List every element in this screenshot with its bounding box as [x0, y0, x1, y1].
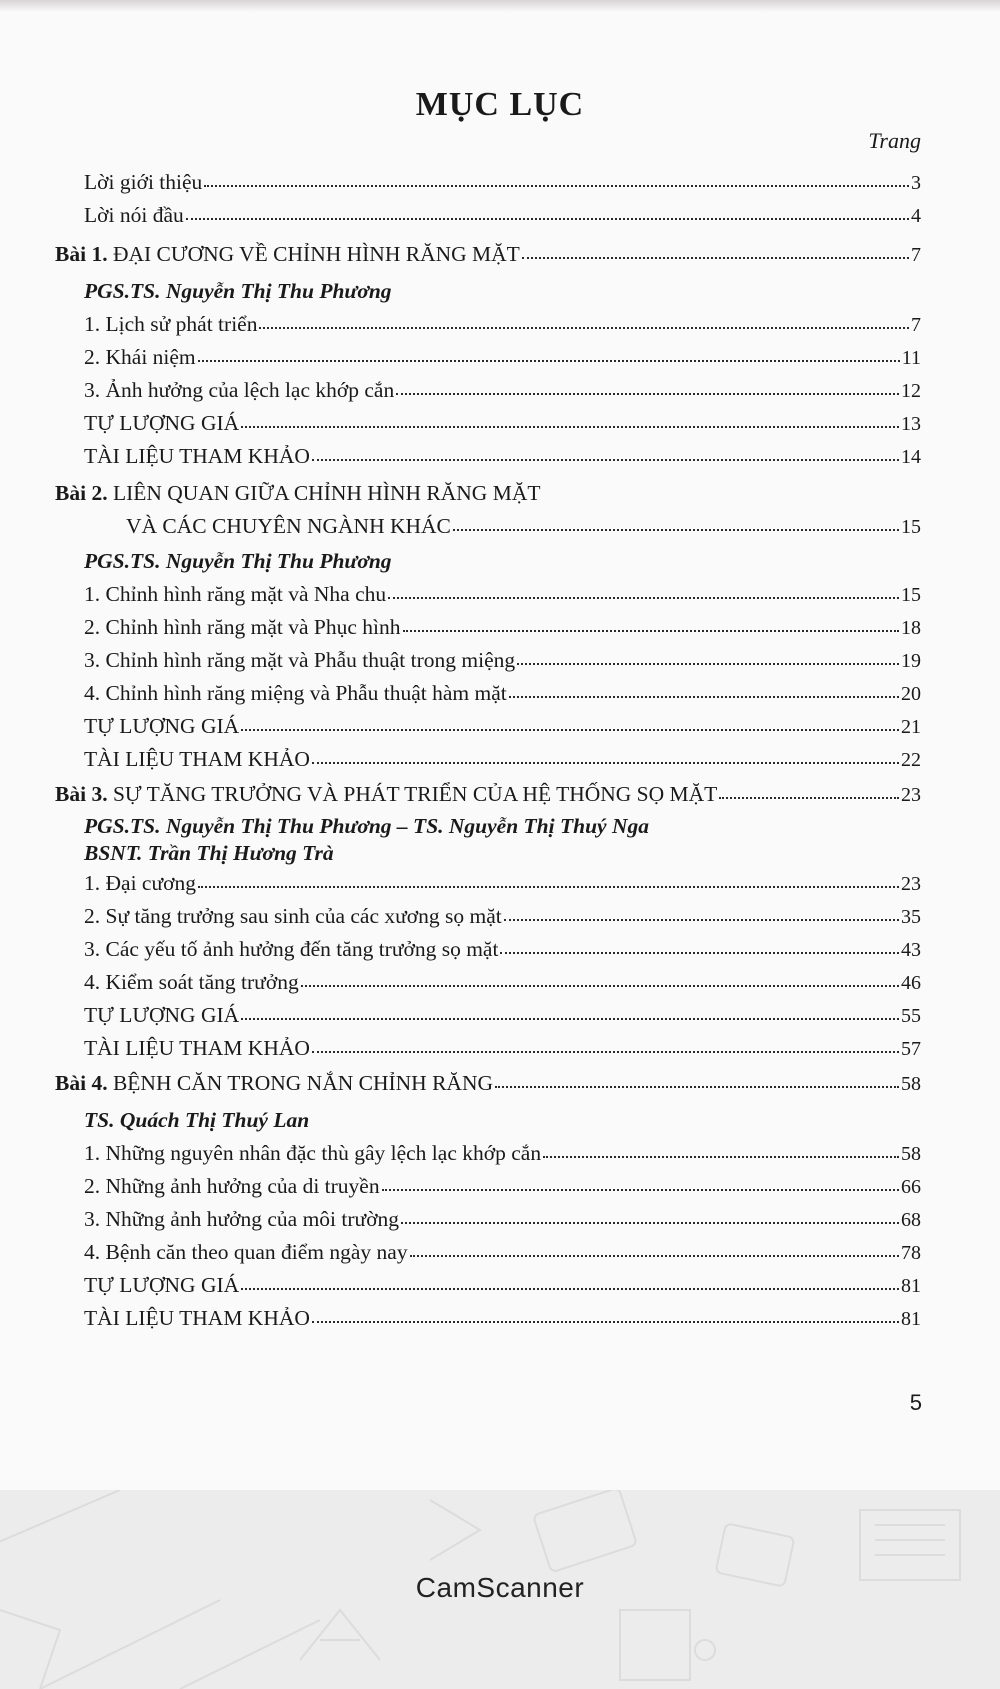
toc-entry — [55, 933, 921, 966]
dot-leader — [312, 762, 899, 764]
table-of-contents — [55, 166, 921, 1335]
dot-leader — [509, 696, 899, 698]
toc-entry-page: 20 — [901, 683, 921, 705]
page-top-edge — [0, 0, 1000, 12]
dot-leader — [312, 1321, 899, 1323]
toc-entry-label: TÀI LIỆU THAM KHẢO — [84, 444, 310, 468]
toc-author: TS. Quách Thị Thuý Lan — [84, 1108, 310, 1132]
toc-entry — [55, 710, 921, 743]
toc-entry — [55, 867, 921, 900]
toc-entry-label: 4. Kiểm soát tăng trưởng — [84, 970, 299, 994]
lesson-number: Bài 4. — [55, 1071, 108, 1095]
toc-entry — [55, 341, 921, 374]
toc-entry-page: 57 — [901, 1038, 921, 1060]
toc-entry-label: 1. Những nguyên nhân đặc thù gây lệch lạc khớp cắn — [84, 1141, 542, 1165]
toc-entry-label: Lời nói đầu — [84, 203, 184, 227]
toc-entry-page: 68 — [901, 1209, 921, 1231]
lesson-title: BỆNH CĂN TRONG NẮN CHỈNH RĂNG — [107, 1071, 493, 1095]
toc-entry — [55, 407, 921, 440]
toc-entry-page: 35 — [901, 906, 921, 928]
dot-leader — [259, 327, 909, 329]
toc-entry-label: 2. Sự tăng trưởng sau sinh của các xương sọ mặt — [84, 904, 502, 928]
toc-entry — [55, 611, 921, 644]
lesson-number: Bài 1. — [55, 242, 108, 266]
toc-entry-page: 21 — [901, 716, 921, 738]
toc-author: PGS.TS. Nguyễn Thị Thu Phương — [84, 549, 392, 573]
toc-entry-page: 81 — [901, 1275, 921, 1297]
toc-entry — [55, 644, 921, 677]
toc-entry — [55, 1170, 921, 1203]
toc-entry-page: 66 — [901, 1176, 921, 1198]
dot-leader — [401, 1222, 899, 1224]
toc-entry-page: 4 — [911, 205, 921, 227]
toc-entry-label: 4. Bệnh căn theo quan điểm ngày nay — [84, 1240, 408, 1264]
toc-entry-label: TỰ LƯỢNG GIÁ — [84, 714, 240, 738]
toc-entry-label: 1. Lịch sử phát triển — [84, 312, 258, 336]
toc-entry — [55, 578, 921, 611]
toc-entry-label: Lời giới thiệu — [84, 170, 203, 194]
toc-author: PGS.TS. Nguyễn Thị Thu Phương — [84, 279, 392, 303]
toc-entry-label: 4. Chỉnh hình răng miệng và Phẫu thuật hàm mặt — [84, 681, 507, 705]
toc-entry — [55, 374, 921, 407]
dot-leader — [410, 1255, 899, 1257]
toc-lesson-heading — [55, 238, 921, 271]
toc-entry — [55, 1032, 921, 1065]
dot-leader — [495, 1086, 899, 1088]
dot-leader — [382, 1189, 899, 1191]
toc-entry — [55, 966, 921, 999]
toc-entry-label: TỰ LƯỢNG GIÁ — [84, 1003, 240, 1027]
dot-leader — [241, 426, 899, 428]
dot-leader — [504, 919, 899, 921]
toc-entry-page: 81 — [901, 1308, 921, 1330]
toc-entry-label: TÀI LIỆU THAM KHẢO — [84, 1306, 310, 1330]
dot-leader — [500, 952, 899, 954]
toc-entry-label: 2. Khái niệm — [84, 345, 196, 369]
toc-entry-label: 1. Chỉnh hình răng mặt và Nha chu — [84, 582, 387, 606]
toc-entry-label: 2. Chỉnh hình răng mặt và Phục hình — [84, 615, 401, 639]
toc-entry — [55, 1302, 921, 1335]
toc-entry-label: TÀI LIỆU THAM KHẢO — [84, 1036, 310, 1060]
dot-leader — [312, 1051, 899, 1053]
toc-entry — [55, 166, 921, 199]
dot-leader — [301, 985, 899, 987]
toc-entry-page: 15 — [901, 584, 921, 606]
toc-entry-label: 3. Chỉnh hình răng mặt và Phẫu thuật trong miệng — [84, 648, 516, 672]
toc-entry-label: TÀI LIỆU THAM KHẢO — [84, 747, 310, 771]
dot-leader — [312, 459, 899, 461]
page-column-label: Trang — [868, 128, 921, 153]
toc-entry-page: 11 — [901, 347, 921, 369]
toc-entry — [55, 900, 921, 933]
toc-entry-page: 23 — [901, 873, 921, 895]
toc-entry — [55, 677, 921, 710]
dot-leader — [241, 729, 899, 731]
toc-lesson-label — [55, 238, 520, 271]
dot-leader — [522, 257, 909, 259]
camscanner-brand: CamScanner — [415, 1572, 585, 1603]
lesson-number: Bài 3. — [55, 782, 108, 806]
dot-leader — [543, 1156, 899, 1158]
toc-entry-label: 3. Các yếu tố ảnh hưởng đến tăng trưởng sọ mặt — [84, 937, 499, 961]
toc-entry-page: 55 — [901, 1005, 921, 1027]
toc-entry-label: 3. Ảnh hưởng của lệch lạc khớp cắn — [84, 378, 395, 402]
toc-author: PGS.TS. Nguyễn Thị Thu Phương – TS. Nguyễn Thị Thuý Nga — [84, 814, 649, 838]
toc-entry-page: 23 — [901, 784, 921, 806]
page-number: 5 — [909, 1390, 922, 1415]
toc-lesson-label — [55, 1067, 493, 1100]
dot-leader — [186, 218, 909, 220]
toc-entry-page: 15 — [901, 516, 921, 538]
toc-entry-page: 14 — [901, 446, 921, 468]
toc-entry-page: 58 — [901, 1143, 921, 1165]
dot-leader — [403, 630, 900, 632]
toc-entry-label: TỰ LƯỢNG GIÁ — [84, 411, 240, 435]
dot-leader — [198, 360, 900, 362]
toc-entry-page: 18 — [901, 617, 921, 639]
toc-entry-label: 2. Những ảnh hưởng của di truyền — [84, 1174, 380, 1198]
lesson-title: ĐẠI CƯƠNG VỀ CHỈNH HÌNH RĂNG MẶT — [107, 242, 520, 266]
toc-entry-page: 3 — [911, 172, 921, 194]
toc-entry — [55, 510, 921, 543]
dot-leader — [204, 185, 909, 187]
toc-entry — [55, 308, 921, 341]
toc-entry — [55, 199, 921, 232]
dot-leader — [517, 663, 899, 665]
toc-lesson-heading — [55, 1067, 921, 1100]
toc-entry — [55, 1137, 921, 1170]
page-title: MỤC LỤC — [415, 86, 585, 123]
lesson-title: LIÊN QUAN GIỮA CHỈNH HÌNH RĂNG MẶT — [107, 481, 541, 505]
dot-leader — [241, 1288, 899, 1290]
toc-entry-label: TỰ LƯỢNG GIÁ — [84, 1273, 240, 1297]
dot-leader — [396, 393, 899, 395]
toc-entry-page: 22 — [901, 749, 921, 771]
toc-entry — [55, 1203, 921, 1236]
toc-entry-page: 7 — [911, 244, 921, 266]
lesson-title: SỰ TĂNG TRƯỞNG VÀ PHÁT TRIỂN CỦA HỆ THỐNG SỌ MẶT — [107, 782, 718, 806]
toc-entry-page: 58 — [901, 1073, 921, 1095]
toc-entry — [55, 743, 921, 776]
toc-entry-page: 19 — [901, 650, 921, 672]
toc-entry-page: 78 — [901, 1242, 921, 1264]
toc-lesson-heading — [55, 778, 921, 811]
dot-leader — [241, 1018, 899, 1020]
toc-entry-label: 3. Những ảnh hưởng của môi trường — [84, 1207, 400, 1231]
toc-entry — [55, 1236, 921, 1269]
toc-lesson-heading — [55, 477, 921, 510]
lesson-title-continued: VÀ CÁC CHUYÊN NGÀNH KHÁC — [126, 514, 451, 538]
toc-entry-page: 13 — [901, 413, 921, 435]
toc-entry-page: 7 — [911, 314, 921, 336]
dot-leader — [453, 529, 899, 531]
toc-entry — [55, 999, 921, 1032]
toc-entry-label: 1. Đại cương — [84, 871, 196, 895]
toc-entry — [55, 440, 921, 473]
toc-entry-page: 46 — [901, 972, 921, 994]
dot-leader — [198, 886, 899, 888]
toc-entry — [55, 1269, 921, 1302]
toc-entry-page: 12 — [901, 380, 921, 402]
toc-entry-page: 43 — [901, 939, 921, 961]
toc-lesson-label — [55, 778, 717, 811]
toc-author: BSNT. Trần Thị Hương Trà — [84, 841, 334, 865]
lesson-number: Bài 2. — [55, 481, 108, 505]
dot-leader — [719, 797, 899, 799]
dot-leader — [388, 597, 899, 599]
